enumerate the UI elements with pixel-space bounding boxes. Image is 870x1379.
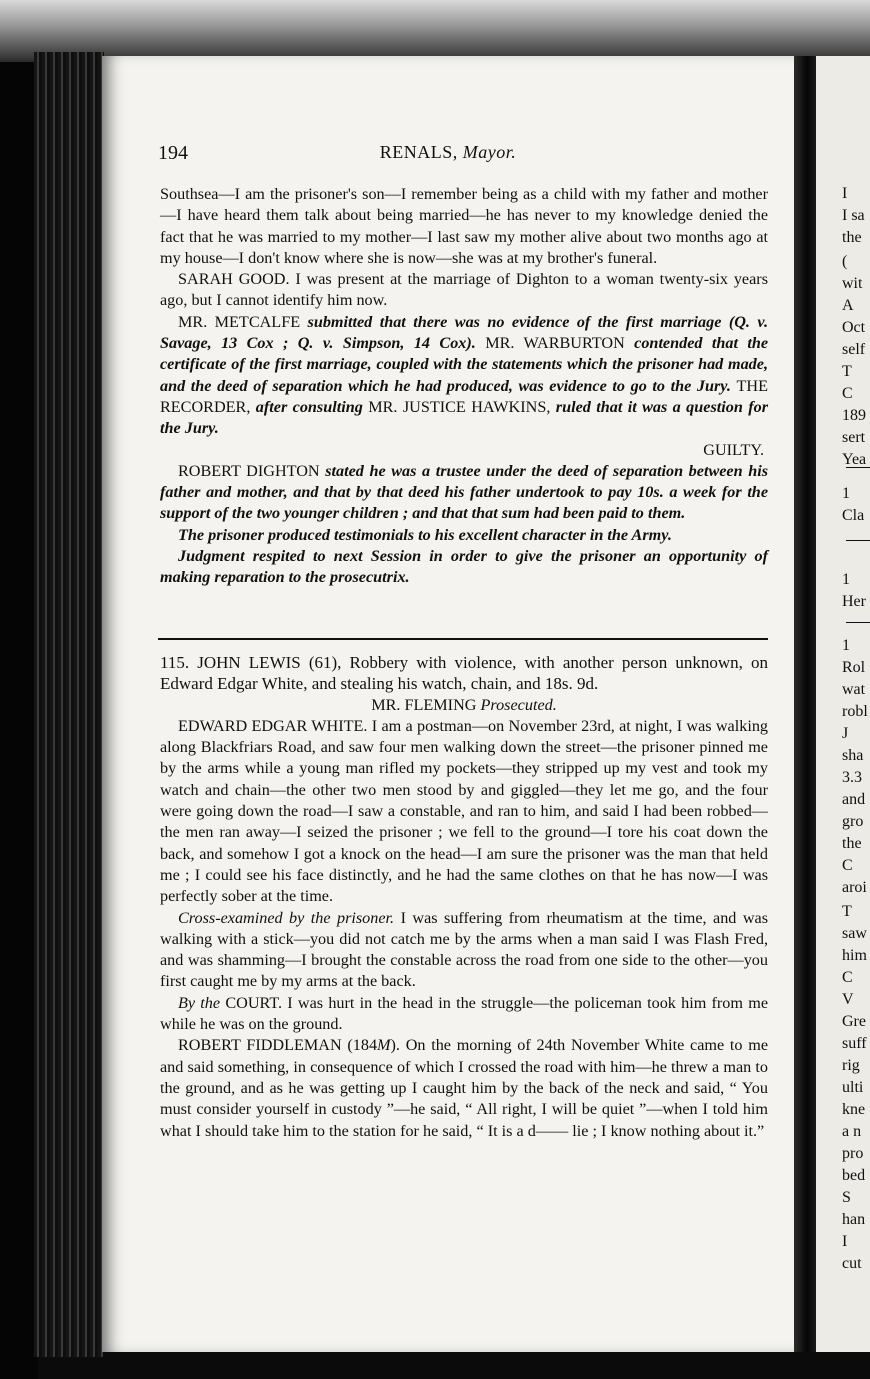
facing-page-fragment: the — [842, 835, 862, 852]
facing-page-fragment: rig — [842, 1057, 860, 1074]
counsel-name: MR. WARBURTON — [485, 334, 625, 353]
robert-dighton-statement — [160, 461, 768, 525]
counsel-text: contended that the certificate of the first marriage, coupled with the statements which the prisoner had made, and the deed of separation which he had produced, was evidence to go to the Jury. — [160, 334, 769, 395]
facing-page-fragment: 189 — [842, 407, 866, 424]
facing-page-fragment: kne — [842, 1101, 866, 1118]
facing-page-fragment: Cla — [842, 507, 865, 524]
prosecutor-name: MR. FLEMING — [371, 695, 477, 714]
facing-page-fragment: the — [842, 229, 862, 246]
facing-page-fragment: and — [842, 791, 866, 808]
facing-page-fragment: C — [842, 385, 853, 402]
facing-page-fragment: suff — [842, 1035, 867, 1052]
facing-page-fragment: self — [842, 341, 866, 358]
court-question — [160, 993, 768, 1036]
witness-text: On the morning of 24th November White came to me and said something, in consequence of which I crossed the road with him—he threw a man to the ground, and as he was getting up I caught him by the back of the neck and said, “ You must consider yourself in custody ”—he said, “ All right, I will be quiet ”—when I told him what I should take him to the station for he said, “ It is a d—— lie ; I know nothing about it.” — [160, 1036, 769, 1140]
facing-page-fragment: Her — [842, 593, 866, 610]
facing-page-fragment: gro — [842, 813, 864, 830]
recorder-name: THE RECORDER, — [160, 376, 768, 416]
court-name: COURT. — [225, 993, 283, 1012]
court-text: I was hurt in the head in the struggle—the policeman took him from me while he was on the ground. — [160, 993, 769, 1034]
facing-page-fragment: ulti — [842, 1079, 864, 1096]
facing-page-fragment: wit — [842, 275, 863, 292]
facing-page-fragment: saw — [842, 925, 867, 942]
facing-page-fragment: sert — [842, 429, 866, 446]
facing-page-fragment: wat — [842, 681, 866, 698]
statement-text: stated he was a trustee under the deed of separation between his father and mother, and that by that deed his father undertook to pay 10s. a week for the support of the two younger children ; and that that sum had been paid to them. — [160, 461, 768, 523]
ruling-text: ruled that it was a question for the Jury. — [160, 397, 769, 438]
son-testimony: Southsea—I am the prisoner's son—I remember being as a child with my father and mother—I have heard them talk about being married—he has never to my knowledge denied the fact that he was married to my mother—I last saw my mother alive about two months ago at my house—I don't know where she is now—she was at my brother's funeral. — [160, 185, 768, 267]
witness-name: ROBERT FIDDLEMAN — [178, 1036, 342, 1055]
facing-page-fragment: I sa — [842, 207, 865, 224]
fiddleman-testimony — [160, 1035, 768, 1141]
prosecuted-label: Prosecuted. — [480, 695, 557, 714]
prosecution-line — [160, 695, 768, 716]
facing-page-fragment: a n — [842, 1123, 862, 1140]
facing-page-fragment: J — [842, 725, 849, 742]
facing-page-fragment: Yea — [842, 451, 867, 468]
case-heading: 115. JOHN LEWIS (61), Robbery with violence, with another person unknown, on Edward Edgar White, and stealing his watch, chain, and 18s. 9d. — [160, 653, 768, 694]
case-115-text — [160, 652, 768, 1142]
facing-page-fragment: ( — [842, 253, 848, 270]
facing-page-fragment: C — [842, 969, 853, 986]
witness-name: SARAH GOOD. — [178, 270, 290, 289]
facing-page-fragment: T — [842, 903, 852, 920]
badge-number: (184 — [347, 1036, 378, 1055]
witness-text: I was present at the marriage of Dighton to a woman twenty-six years ago, but I cannot identify him now. — [160, 270, 768, 310]
dighton-case-text — [160, 184, 768, 589]
badge-close: ). — [390, 1036, 400, 1055]
witness-name: EDWARD EDGAR WHITE. — [178, 716, 368, 735]
facing-page-fragment: han — [842, 1211, 866, 1228]
facing-page-fragment: cut — [842, 1255, 862, 1272]
cross-text: I was suffering from rheumatism at the time, and was walking with a stick—you did not catch me by the arms when a man said I was Flash Fred, and was shamming—I brought the constable across the road from one side to the other—you first caught me by my arms at the back. — [160, 908, 768, 991]
facing-page-edge — [816, 56, 870, 1352]
verdict: GUILTY. — [703, 440, 764, 459]
counsel-submissions — [160, 312, 768, 440]
running-head — [102, 142, 794, 163]
running-title: RENALS, — [379, 142, 458, 162]
court-label: By the — [178, 993, 221, 1012]
cross-label: Cross-examined by the prisoner. — [178, 908, 395, 927]
facing-page-fragment: S — [842, 1189, 851, 1206]
facing-page-fragment: 3.3 — [842, 769, 862, 786]
page-number: 194 — [158, 142, 188, 164]
scan-top-edge — [0, 0, 870, 62]
case-divider — [158, 638, 768, 640]
judgment-note: Judgment respited to next Session in order to give the prisoner an opportunity of making reparation to the prosecutrix. — [160, 547, 768, 587]
facing-page-fragment: robl — [842, 703, 868, 720]
facing-page-fragment: bed — [842, 1167, 866, 1184]
facing-rule — [846, 622, 870, 623]
left-edge — [0, 0, 38, 1379]
counsel-name: MR. METCALFE — [178, 312, 301, 331]
facing-page-fragment: Gre — [842, 1013, 866, 1030]
facing-page-fragment: him — [842, 947, 867, 964]
facing-page-fragment: Rol — [842, 659, 866, 676]
facing-page-fragment: 1 — [842, 571, 850, 588]
sarah-good-testimony — [160, 269, 768, 312]
cross-examination — [160, 908, 768, 993]
facing-page-fragment: aroi — [842, 879, 867, 896]
counsel-text: submitted that there was no evidence of the first marriage (Q. v. Savage, 13 Cox ; Q. v. Simpson, 14 Cox). — [160, 312, 768, 353]
facing-page-fragment: I — [842, 185, 848, 202]
testimonials-note: The prisoner produced testimonials to his excellent character in the Army. — [178, 525, 672, 544]
witness-text: I am a postman—on November 23rd, at night, I was walking along Blackfriars Road, and saw four men walking down the street—the prisoner pinned me by the arms while a young man rifled my pockets—they stripped up my vest and took my watch and chain—the other two men stood by and giggled—they let me go, and the four were going down the road—I saw a constable, and ran to him, and said I had been robbed—the men ran away—I seized the prisoner ; we fell to the ground—I tore his coat down the back, and somehow I got a knock on the head—I am sure the prisoner was the man that held me ; I could see his face distinctly, and he had the same clothes on that he has now—I was perfectly sober at the time. — [160, 716, 769, 906]
facing-page-fragment: sha — [842, 747, 864, 764]
facing-page-fragment: pro — [842, 1145, 864, 1162]
facing-page-fragment: I — [842, 1233, 848, 1250]
book-gutter — [794, 56, 816, 1352]
facing-page-fragment: Oct — [842, 319, 866, 336]
facing-page-fragment: A — [842, 297, 854, 314]
judge-name: MR. JUSTICE HAWKINS, — [368, 397, 551, 416]
facing-page-fragment: C — [842, 857, 853, 874]
witness-name: ROBERT DIGHTON — [178, 461, 320, 480]
book-page — [102, 56, 794, 1352]
facing-page-fragment: T — [842, 363, 852, 380]
facing-page-fragment: 1 — [842, 637, 850, 654]
white-testimony — [160, 716, 768, 908]
facing-page-fragment: V — [842, 991, 854, 1008]
facing-rule — [846, 540, 870, 541]
badge-division: M — [377, 1036, 391, 1055]
facing-page-fragment: 1 — [842, 485, 850, 502]
running-title-italic: Mayor. — [462, 142, 517, 162]
recorder-text: after consulting — [255, 397, 363, 416]
book-spine-pages — [34, 52, 104, 1357]
